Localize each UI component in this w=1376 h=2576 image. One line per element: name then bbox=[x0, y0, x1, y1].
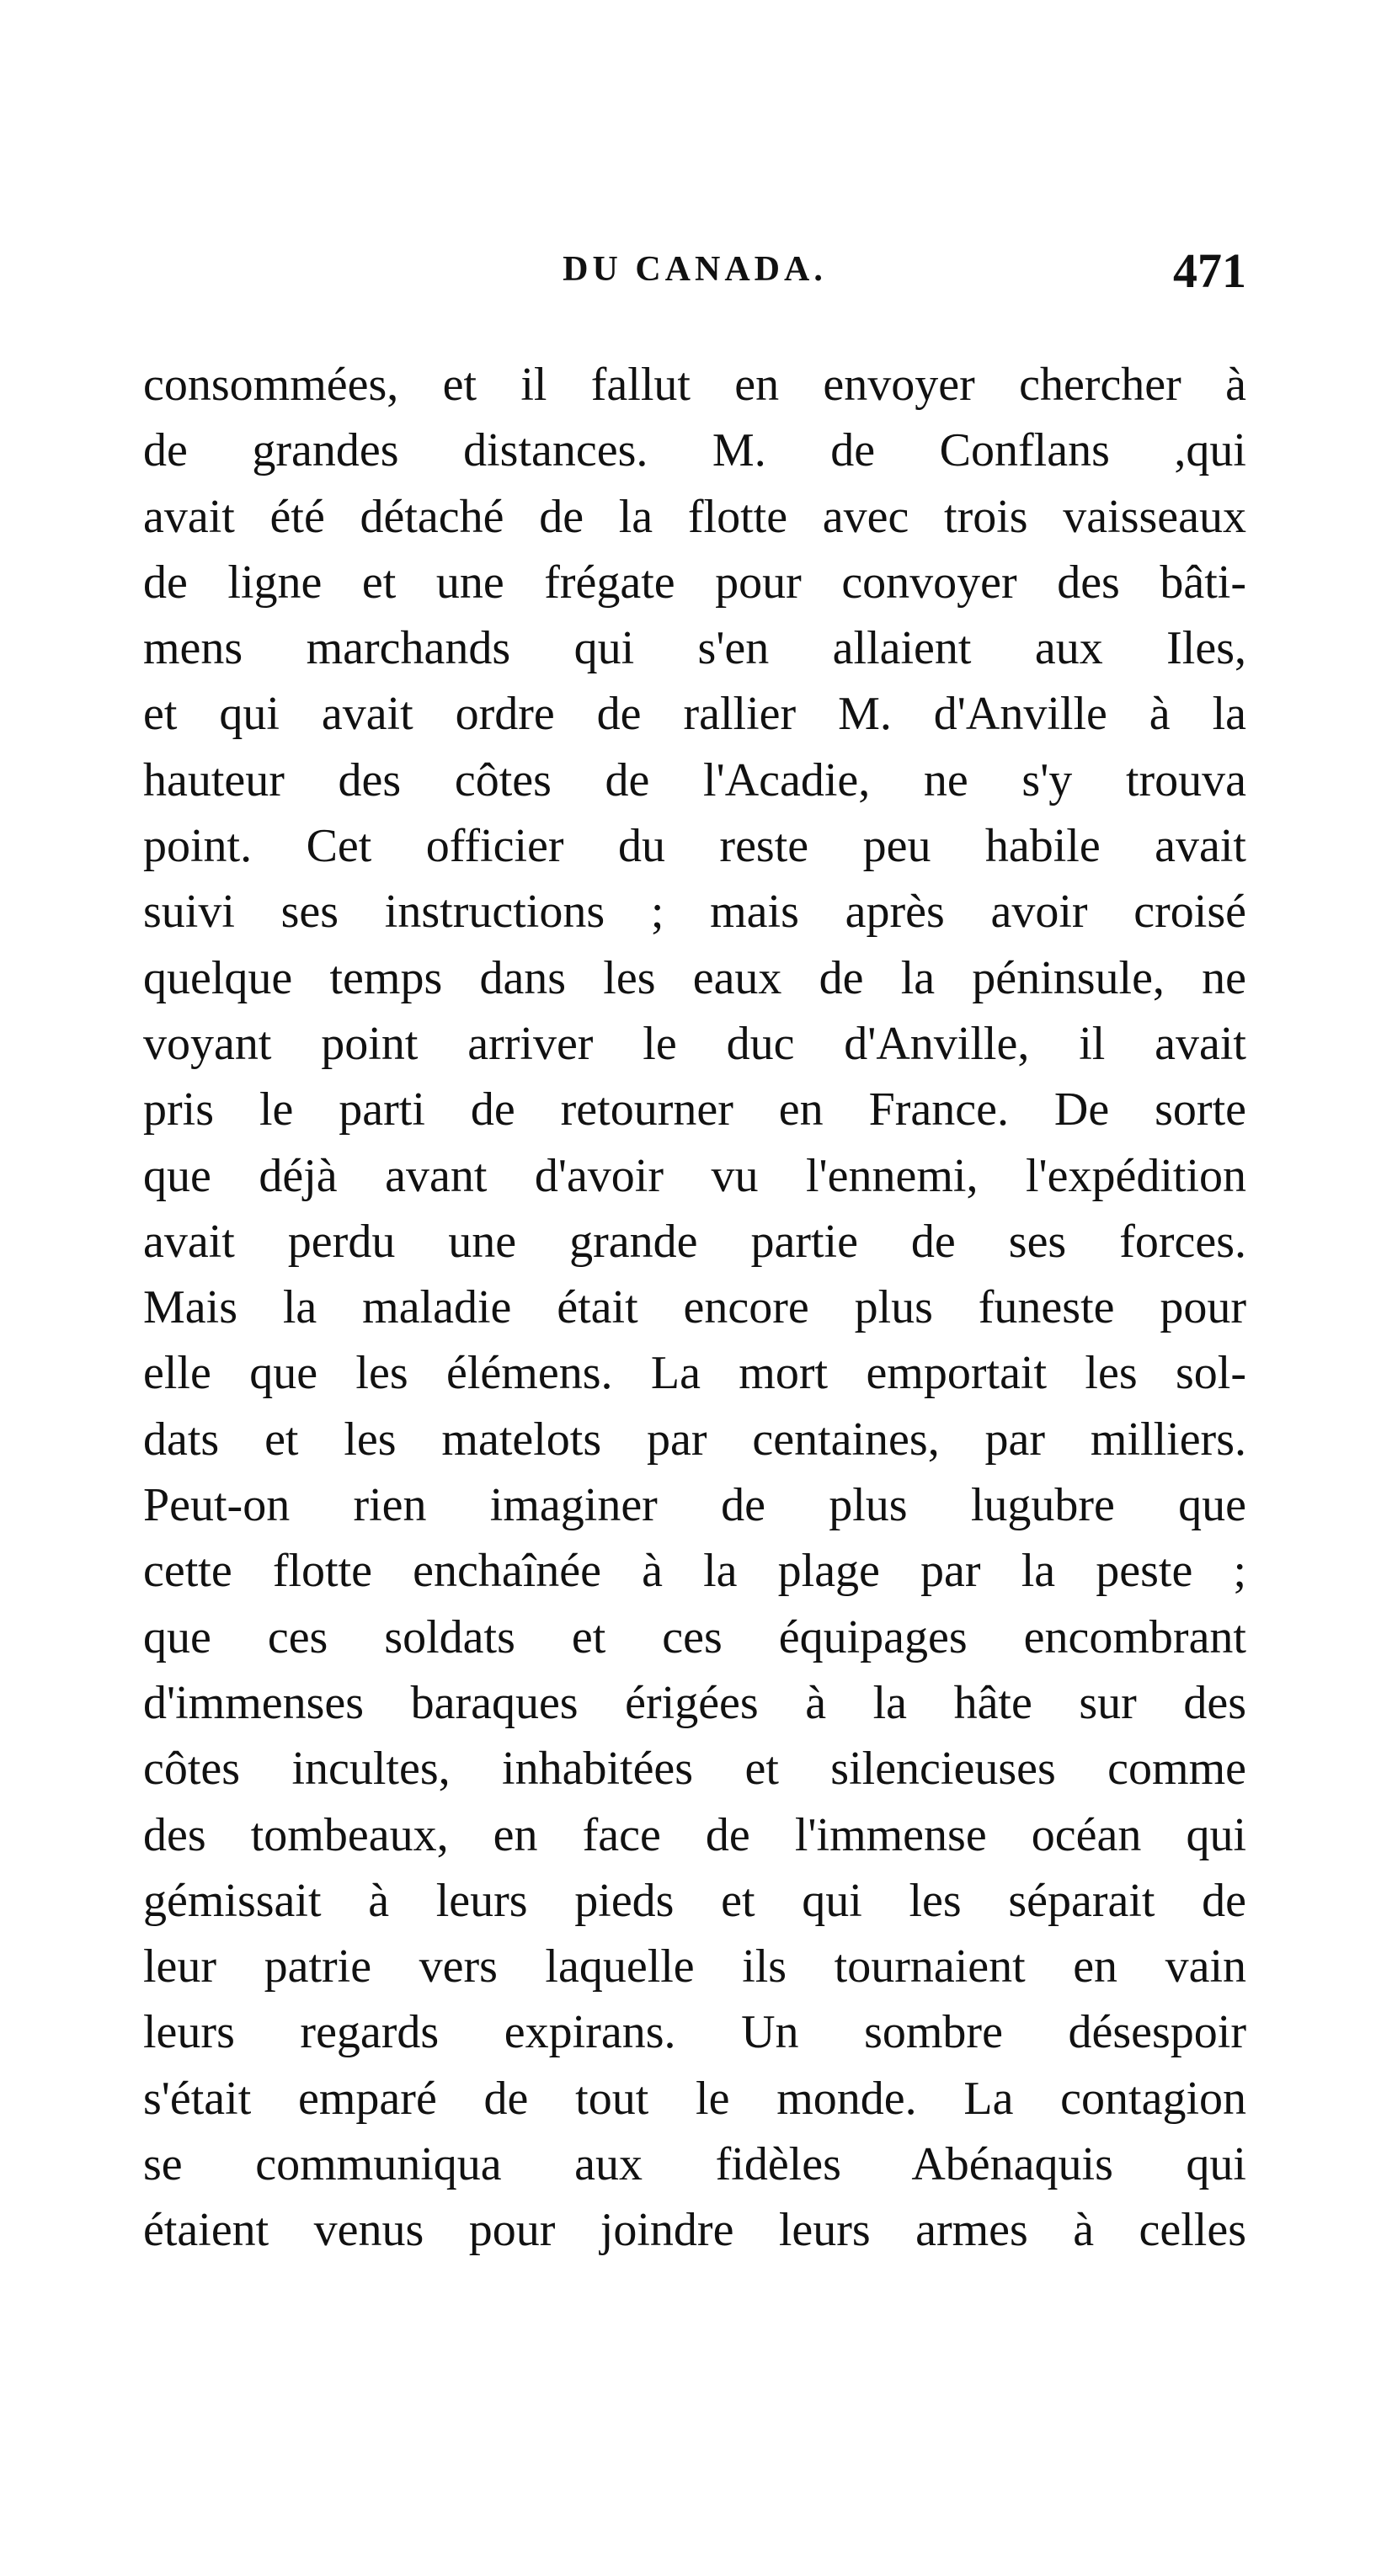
text-line: elle que les élémens. La mort emportait les sol- bbox=[143, 1347, 1246, 1400]
text-line: d'immenses baraques érigées à la hâte sur des bbox=[143, 1676, 1246, 1729]
text-line: dats et les matelots par centaines, par milliers. bbox=[143, 1413, 1246, 1466]
text-line: avait été détaché de la flotte avec trois vaisseaux bbox=[143, 490, 1246, 543]
text-line: leur patrie vers laquelle ils tournaient en vain bbox=[143, 1940, 1246, 1993]
page-number: 471 bbox=[1173, 243, 1246, 298]
text-line: leurs regards expirans. Un sombre désespoir bbox=[143, 2006, 1246, 2059]
text-line: voyant point arriver le duc d'Anville, il avait bbox=[143, 1017, 1246, 1070]
text-line: gémissait à leurs pieds et qui les séparait de bbox=[143, 1874, 1246, 1927]
text-line: de grandes distances. M. de Conflans ,qui bbox=[143, 424, 1246, 477]
text-line: cette flotte enchaînée à la plage par la peste ; bbox=[143, 1545, 1246, 1598]
running-title: DU CANADA. bbox=[563, 250, 827, 289]
text-line: point. Cet officier du reste peu habile avait bbox=[143, 820, 1246, 873]
text-line: et qui avait ordre de rallier M. d'Anville à la bbox=[143, 688, 1246, 741]
text-line: mens marchands qui s'en allaient aux Iles, bbox=[143, 622, 1246, 675]
text-line: Peut-on rien imaginer de plus lugubre que bbox=[143, 1479, 1246, 1532]
text-line: se communiqua aux fidèles Abénaquis qui bbox=[143, 2138, 1246, 2191]
text-line: pris le parti de retourner en France. De sorte bbox=[143, 1083, 1246, 1136]
text-line: s'était emparé de tout le monde. La contagion bbox=[143, 2072, 1246, 2125]
text-line: que déjà avant d'avoir vu l'ennemi, l'expédition bbox=[143, 1149, 1246, 1202]
text-line: étaient venus pour joindre leurs armes à celles bbox=[143, 2204, 1246, 2257]
text-line: des tombeaux, en face de l'immense océan qui bbox=[143, 1808, 1246, 1861]
running-header bbox=[143, 243, 1246, 308]
text-line: Mais la maladie était encore plus funeste pour bbox=[143, 1281, 1246, 1334]
text-line: suivi ses instructions ; mais après avoir croisé bbox=[143, 886, 1246, 939]
text-line: que ces soldats et ces équipages encombrant bbox=[143, 1610, 1246, 1663]
text-line: côtes incultes, inhabitées et silencieuses comme bbox=[143, 1743, 1246, 1796]
text-line: de ligne et une frégate pour convoyer des bâti- bbox=[143, 556, 1246, 609]
text-line: consommées, et il fallut en envoyer chercher à bbox=[143, 359, 1246, 411]
text-line: hauteur des côtes de l'Acadie, ne s'y trouva bbox=[143, 753, 1246, 806]
text-line: quelque temps dans les eaux de la péninsule, ne bbox=[143, 951, 1246, 1004]
text-line: avait perdu une grande partie de ses forces. bbox=[143, 1215, 1246, 1268]
body-text bbox=[143, 352, 1246, 2264]
